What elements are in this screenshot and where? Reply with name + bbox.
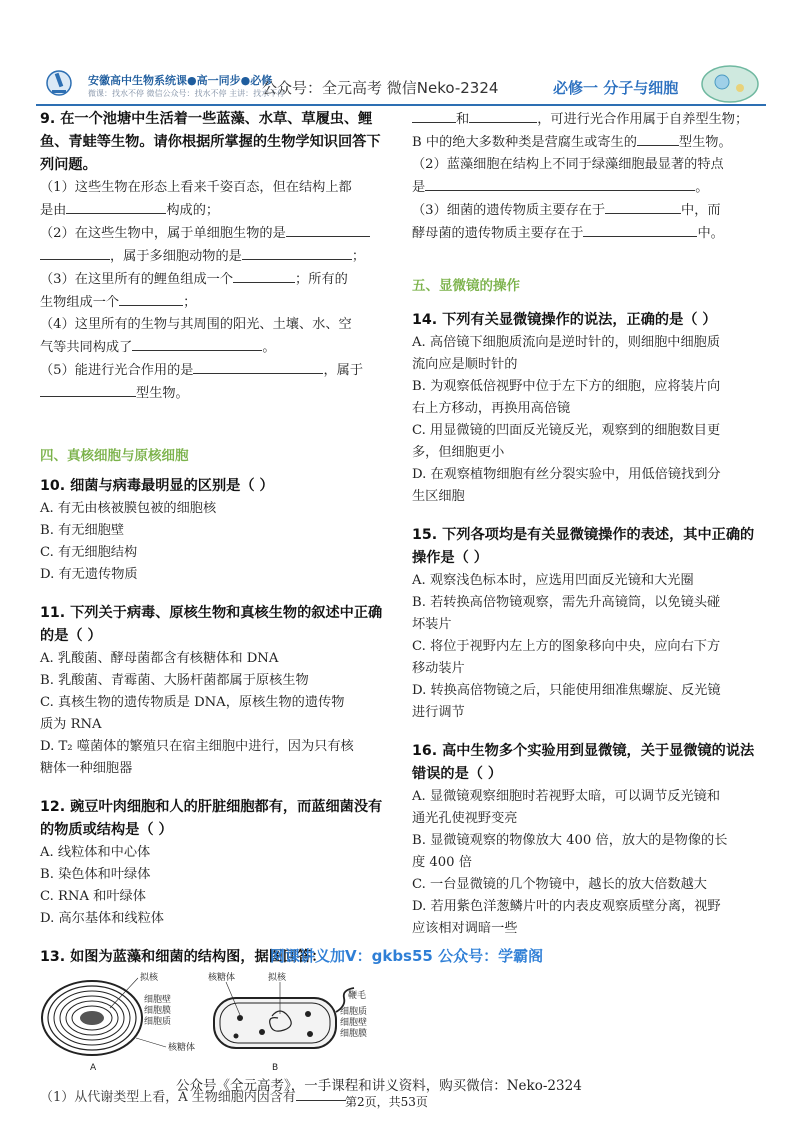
option-b-cont: 坏装片	[412, 617, 452, 632]
answer-blank[interactable]	[286, 222, 370, 237]
answer-blank[interactable]	[412, 108, 456, 123]
option-b-cont: 度 400 倍	[412, 855, 472, 870]
section-5-heading: 五、显微镜的操作	[412, 278, 520, 294]
q13-cont-line: （3）细菌的遗传物质主要存在于 中，而	[412, 199, 764, 222]
q9-line: （3）在这里所有的鲤鱼组成一个 ；所有的	[40, 268, 385, 291]
option-a-cont: 流向应是顺时针的	[412, 357, 518, 372]
option-d[interactable]: D. 高尔基体和线粒体	[40, 911, 164, 926]
option-d[interactable]: D. 转换高倍物镜之后，只能使用细准焦螺旋、反光镜	[412, 683, 721, 698]
header-watermark: 公众号：全元高考 微信Neko-2324	[262, 79, 499, 97]
option-c[interactable]: C. 真核生物的遗传物质是 DNA，原核生物的遗传物	[40, 695, 345, 710]
answer-blank[interactable]	[637, 131, 679, 146]
caption-a: A	[90, 1063, 97, 1073]
question-13-title: 13. 如图为蓝藻和细菌的结构图，据图回答：	[40, 949, 326, 965]
q13-cont-line: 和 ，可进行光合作用属于自养型生物；	[412, 108, 764, 131]
option-a[interactable]: A. 观察浅色标本时，应选用凹面反光镜和大光圈	[412, 573, 694, 588]
option-d-cont: 进行调节	[412, 705, 465, 720]
answer-blank[interactable]	[119, 291, 183, 306]
course-title: 必修一 分子与细胞	[553, 79, 679, 97]
option-d[interactable]: D. 在观察植物细胞有丝分裂实验中，用低倍镜找到分	[412, 467, 721, 482]
answer-blank[interactable]	[583, 222, 697, 237]
label-a-ribosome: 核糖体	[168, 1043, 196, 1053]
question-9-title: 9. 在一个池塘中生活着一些蓝藻、水草、草履虫、鲤鱼、青蛙等生物。请你根据所掌握的生物学知识回答下列问题。	[40, 111, 381, 173]
option-c[interactable]: C. 用显微镜的凹面反光镜反光，观察到的细胞数目更	[412, 423, 721, 438]
bacterium-cell-b	[214, 988, 354, 1048]
header-rule	[36, 104, 766, 106]
q9-line: 是由 构成的；	[40, 199, 385, 222]
option-d[interactable]: D. 若用紫色洋葱鳞片叶的内表皮观察质壁分离，视野	[412, 899, 721, 914]
answer-blank[interactable]	[242, 245, 352, 260]
promo-watermark: 网课讲义加V：gkbs55 公众号：学霸阁	[270, 947, 544, 965]
option-a[interactable]: A. 有无由核被膜包被的细胞核	[40, 501, 217, 516]
answer-blank[interactable]	[193, 359, 323, 374]
option-b[interactable]: B. 染色体和叶绿体	[40, 867, 151, 882]
answer-blank[interactable]	[469, 108, 537, 123]
option-c[interactable]: C. 将位于视野内左上方的图象移向中央，应向右下方	[412, 639, 721, 654]
option-d[interactable]: D. 有无遗传物质	[40, 567, 138, 582]
answer-blank[interactable]	[40, 245, 110, 260]
answer-blank[interactable]	[605, 199, 681, 214]
q13-cont-line: B 中的绝大多数种类是营腐生或寄生的 型生物。	[412, 131, 764, 154]
option-a[interactable]: A. 线粒体和中心体	[40, 845, 151, 860]
option-d[interactable]: D. T₂ 噬菌体的繁殖只在宿主细胞中进行，因为只有核	[40, 739, 354, 754]
cell-decoration-icon	[692, 60, 762, 104]
label-a-wall: 细胞壁	[144, 995, 172, 1005]
caption-b: B	[272, 1063, 279, 1073]
question-10-title: 10. 细菌与病毒最明显的区别是（ ）	[40, 478, 274, 494]
bacteria-cyanobacteria-diagram	[40, 968, 380, 1074]
option-c-cont: 质为 RNA	[40, 717, 102, 732]
option-c[interactable]: C. RNA 和叶绿体	[40, 889, 146, 904]
label-a-plasm: 细胞质	[144, 1017, 172, 1027]
q13-cont-line: 酵母菌的遗传物质主要存在于 中。	[412, 222, 764, 245]
q9-line: 生物组成一个 ；	[40, 291, 385, 314]
option-c[interactable]: C. 一台显微镜的几个物镜中，越长的放大倍数越大	[412, 877, 707, 892]
series-title: 安徽高中生物系统课●高一同步●必修	[88, 74, 273, 87]
q9-line: （2）在这些生物中，属于单细胞生物的是	[40, 222, 385, 245]
option-b[interactable]: B. 显微镜观察的物像放大 400 倍，放大的是物像的长	[412, 833, 728, 848]
label-b-plasm: 细胞质	[340, 1007, 368, 1017]
question-12-title: 12. 豌豆叶肉细胞和人的肝脏细胞都有，而蓝细菌没有的物质或结构是（ ）	[40, 799, 383, 838]
option-b[interactable]: B. 有无细胞壁	[40, 523, 125, 538]
label-b-flagellum: 鞭毛	[348, 991, 367, 1001]
q9-line: （4）这里所有的生物与其周围的阳光、土壤、水、空	[40, 317, 352, 332]
label-a-nucleoid: 拟核	[140, 973, 159, 983]
option-c-cont: 多，但细胞更小	[412, 445, 505, 460]
option-d-cont: 应该相对调暗一些	[412, 921, 518, 936]
label-b-nucleoid: 拟核	[268, 973, 287, 983]
label-b-membrane: 细胞膜	[340, 1029, 368, 1039]
option-c[interactable]: C. 有无细胞结构	[40, 545, 138, 560]
question-15-title: 15. 下列各项均是有关显微镜操作的表述，其中正确的操作是（ ）	[412, 527, 755, 566]
right-column	[412, 108, 764, 940]
footer-watermark: 公众号《全元高考》，一手课程和讲义资料，购买微信：Neko-2324	[176, 1078, 582, 1094]
q13-cont-line: （2）蓝藻细胞在结构上不同于绿藻细胞最显著的特点	[412, 157, 724, 172]
q13-part1-start: （1）从代谢类型上看，A 生物细胞内因含有	[40, 1086, 346, 1105]
q9-line: （5）能进行光合作用的是 ，属于	[40, 359, 385, 382]
q9-line: ，属于多细胞动物的是 ；	[40, 245, 385, 268]
question-14-title: 14. 下列有关显微镜操作的说法，正确的是（ ）	[412, 312, 717, 328]
q9-line: 气等共同构成了 。	[40, 336, 385, 359]
label-b-wall: 细胞壁	[340, 1018, 368, 1028]
answer-blank[interactable]	[66, 199, 166, 214]
option-a[interactable]: A. 乳酸菌、酵母菌都含有核糖体和 DNA	[40, 651, 279, 666]
section-4-heading: 四、真核细胞与原核细胞	[40, 448, 189, 464]
question-16-title: 16. 高中生物多个实验用到显微镜，关于显微镜的说法错误的是（ ）	[412, 743, 755, 782]
series-subline: 微课：找水不停 微信公众号：找水不停 主讲：找水不停	[88, 89, 286, 98]
option-b[interactable]: B. 若转换高倍物镜观察，需先升高镜筒，以免镜头碰	[412, 595, 721, 610]
option-a[interactable]: A. 高倍镜下细胞质流向是逆时针的，则细胞中细胞质	[412, 335, 721, 350]
option-b-cont: 右上方移动，再换用高倍镜	[412, 401, 571, 416]
answer-blank[interactable]	[233, 268, 295, 283]
q9-line: （1）这些生物在形态上看来千姿百态，但在结构上都	[40, 180, 352, 195]
option-c-cont: 移动装片	[412, 661, 465, 676]
page-number-visible: 第2页，共53页	[345, 1095, 428, 1109]
cyanobacteria-cell-a	[42, 981, 142, 1055]
option-d-cont: 糖体一种细胞器	[40, 761, 133, 776]
label-b-ribosome: 核糖体	[208, 973, 236, 983]
microscope-logo-icon	[46, 68, 72, 98]
left-column	[40, 108, 385, 969]
answer-blank[interactable]	[40, 382, 136, 397]
option-b[interactable]: B. 为观察低倍视野中位于左下方的细胞，应将装片向	[412, 379, 721, 394]
q9-line: 型生物。	[40, 382, 385, 405]
option-a-cont: 通光孔使视野变亮	[412, 811, 518, 826]
answer-blank[interactable]	[132, 336, 262, 351]
question-11-title: 11. 下列关于病毒、原核生物和真核生物的叙述中正确的是（ ）	[40, 605, 383, 644]
q13-cont-line: 是 。	[412, 176, 764, 199]
answer-blank[interactable]	[425, 176, 695, 191]
option-d-cont: 生区细胞	[412, 489, 465, 504]
label-a-membrane: 细胞膜	[144, 1006, 172, 1016]
option-a[interactable]: A. 显微镜观察细胞时若视野太暗，可以调节反光镜和	[412, 789, 721, 804]
option-b[interactable]: B. 乳酸菌、青霉菌、大肠杆菌都属于原核生物	[40, 673, 309, 688]
